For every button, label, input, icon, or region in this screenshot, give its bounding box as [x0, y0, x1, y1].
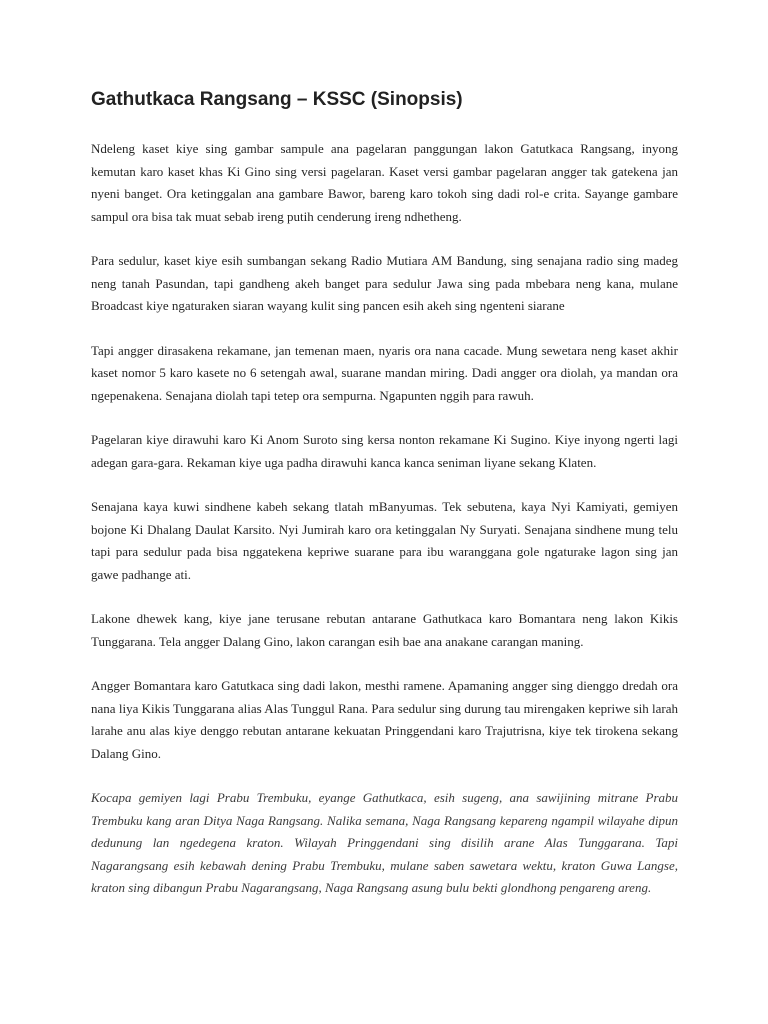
paragraph-8-italic: Kocapa gemiyen lagi Prabu Trembuku, eyange Gathutkaca, esih sugeng, ana sawijining mitrane Prabu Trembuku kang aran Ditya Naga Rangsang. Nalika semana, Naga Rangsang kepareng ngampil wilayahe dipun dedunung lan ngedegena kraton. Wilayah Pringgendani sing disilih arane Alas Tunggarana. Tapi Nagarangsang esih kebawah dening Prabu Trembuku, mulane saben sawetara wektu, kraton Guwa Langse, kraton sing dibangun Prabu Nagarangsang, Naga Rangsang asung bulu bekti glondhong pengareng areng. — [91, 790, 678, 895]
paragraph-3: Tapi angger dirasakena rekamane, jan temenan maen, nyaris ora nana cacade. Mung sewetara neng kaset akhir kaset nomor 5 karo kasete no 6 setengah awal, suarane mandan miring. Dadi angger ora diolah, ya mandan ora ngepenakena. Senajana diolah tapi tetep ora sempurna. Ngapunten nggih para rawuh. — [91, 342, 678, 403]
paragraph-1: Ndeleng kaset kiye sing gambar sampule ana pagelaran panggungan lakon Gatutkaca Rangsang, inyong kemutan karo kaset khas Ki Gino sing versi pagelaran. Kaset versi gambar pagelaran angger tak gatekena jan nyeni banget. Ora ketinggalan ana gambare Bawor, bareng karo tokoh sing dadi rol-e crita. Sayange gambare sampul ora bisa tak muat sebab ireng putih cenderung ireng ndhetheng. — [91, 141, 678, 224]
paragraph-7: Angger Bomantara karo Gatutkaca sing dadi lakon, mesthi ramene. Apamaning angger sing dienggo dredah ora nana liya Kikis Tunggarana alias Alas Tunggul Rana. Para sedulur sing durung tau mirengaken kepriwe sih larah larahe anu alas kiye denggo rebutan antarane kekuatan Pringgendani karo Trajutrisna, kiye tek tirokena sekang Dalang Gino. — [91, 678, 678, 761]
document-page — [91, 88, 678, 922]
paragraph-2: Para sedulur, kaset kiye esih sumbangan sekang Radio Mutiara AM Bandung, sing senajana radio sing madeg neng tanah Pasundan, tapi gandheng akeh banget para sedulur Jawa sing pada mbebara neng kana, mulane Broadcast kiye ngaturaken siaran wayang kulit sing pancen esih akeh sing ngenteni siarane — [91, 253, 678, 313]
paragraph-4: Pagelaran kiye dirawuhi karo Ki Anom Suroto sing kersa nonton rekamane Ki Sugino. Kiye inyong ngerti lagi adegan gara-gara. Rekaman kiye uga padha dirawuhi kanca kanca seniman liyane sekang Klaten. — [91, 432, 678, 470]
document-title: Gathutkaca Rangsang – KSSC (Sinopsis) — [91, 89, 463, 110]
paragraph-5: Senajana kaya kuwi sindhene kabeh sekang tlatah mBanyumas. Tek sebutena, kaya Nyi Kamiyati, gemiyen bojone Ki Dhalang Daulat Karsito. Nyi Jumirah karo ora ketinggalan Ny Suryati. Senajana sindhene mung telu tapi para sedulur pada bisa nggatekena kepriwe suarane para ibu waranggana gole ngaturake lagon sing jan gawe padhange ati. — [91, 499, 678, 582]
paragraph-6: Lakone dhewek kang, kiye jane terusane rebutan antarane Gathutkaca karo Bomantara neng lakon Kikis Tunggarana. Tela angger Dalang Gino, lakon carangan esih bae ana anakane carangan maning. — [91, 611, 678, 649]
